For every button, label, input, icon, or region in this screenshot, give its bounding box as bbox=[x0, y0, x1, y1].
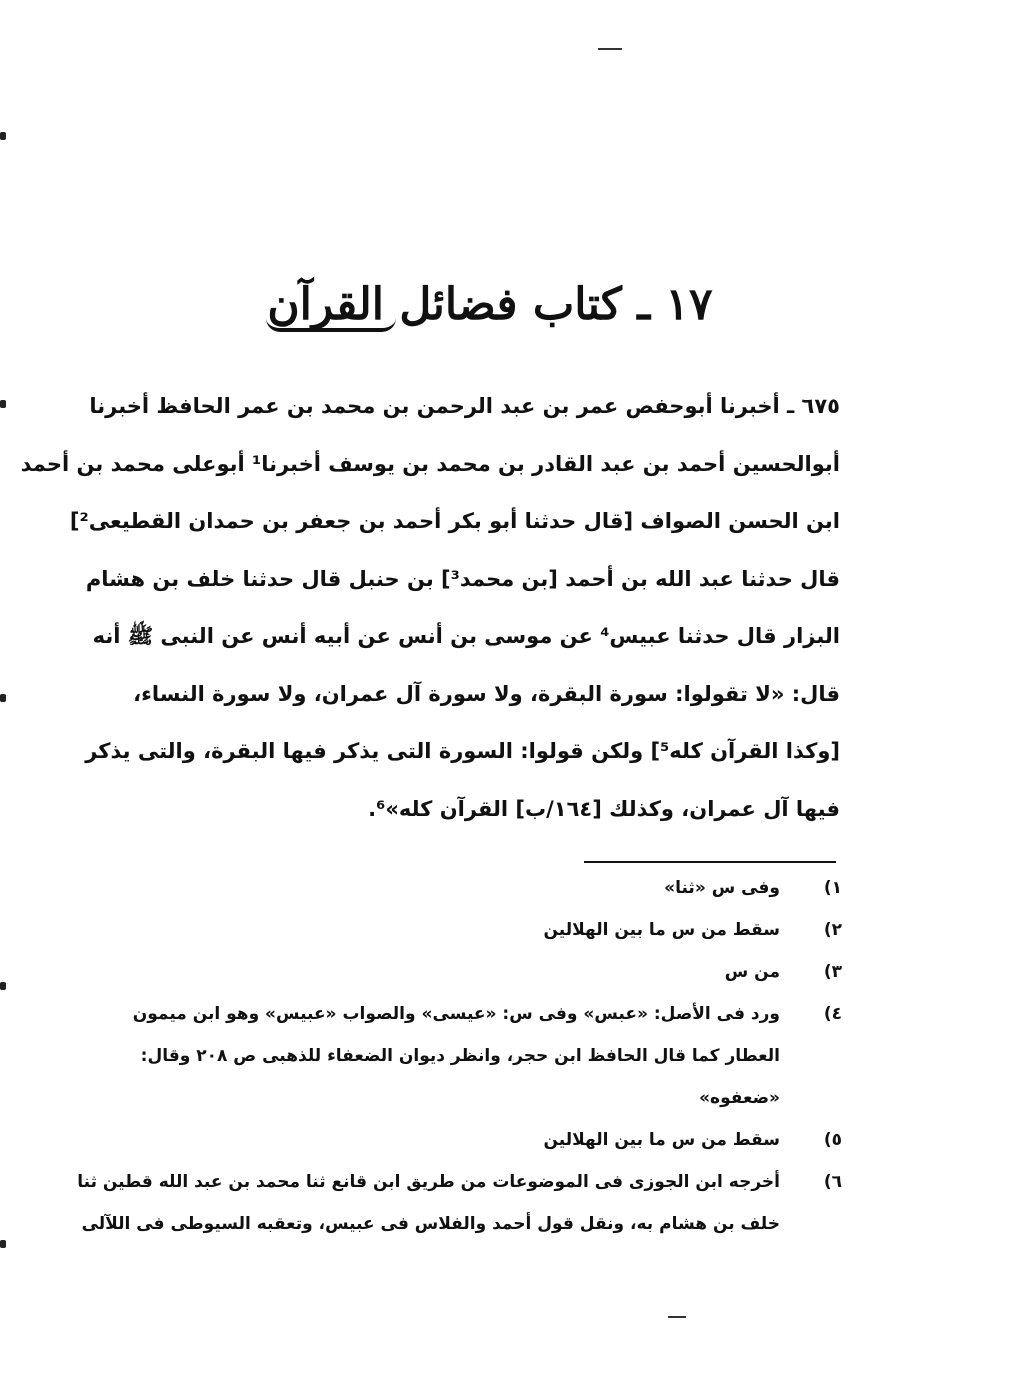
footnote-text: ورد فى الأصل: «عبس» وفى س: «عيسى» والصواب «عبيس» وهو ابن ميمون bbox=[132, 1004, 780, 1024]
text-line: أبوالحسين أحمد بن عبد القادر بن محمد بن يوسف أخبرنا¹ أبوعلى محمد بن أحمد bbox=[20, 451, 840, 476]
edge-speck bbox=[0, 1240, 6, 1248]
footnote-number: ٢) bbox=[823, 920, 842, 940]
edge-speck bbox=[0, 694, 6, 702]
footnote-text: سقط من س ما بين الهلالين bbox=[543, 1130, 780, 1150]
text-line: ابن الحسن الصواف [قال حدثنا أبو بكر أحمد بن جعفر بن حمدان القطيعى²] bbox=[69, 509, 840, 533]
edge-speck bbox=[0, 400, 6, 408]
text-line: قال حدثنا عبد الله بن أحمد [بن محمد³] بن حنبل قال حدثنا خلف بن هشام bbox=[85, 566, 840, 591]
hadith-text bbox=[20, 378, 840, 838]
chapter-title: ١٧ ـ كتاب فضائل القرآن bbox=[267, 279, 713, 330]
text-line: فيها آل عمران، وكذلك [١٦٤/ب] القرآن كله»⁶. bbox=[368, 796, 840, 821]
edge-speck bbox=[0, 132, 6, 140]
footnote bbox=[100, 1120, 842, 1162]
footnote bbox=[100, 868, 842, 910]
footnote-text: العطار كما قال الحافظ ابن حجر، وانظر ديوان الضعفاء للذهبى ص ٢٠٨ وقال: bbox=[140, 1046, 780, 1066]
text-line: ٦٧٥ ـ أخبرنا أبوحفص عمر بن عبد الرحمن بن محمد بن عمر الحافظ أخبرنا bbox=[89, 394, 840, 418]
footnote bbox=[100, 952, 842, 994]
footnote-number: ٦) bbox=[823, 1172, 842, 1192]
footnote bbox=[100, 910, 842, 952]
footnote-separator bbox=[584, 861, 836, 863]
footnote-text: «ضعفوه» bbox=[699, 1088, 780, 1108]
text-line: [وكذا القرآن كله⁵] ولكن قولوا: السورة التى يذكر فيها البقرة، والتى يذكر bbox=[85, 739, 840, 763]
footnote-text: وفى س «ثنا» bbox=[664, 878, 780, 898]
edge-speck bbox=[0, 982, 6, 990]
page-mark-bottom bbox=[668, 1316, 686, 1318]
footnotes bbox=[77, 868, 842, 1246]
footnote-number: ١) bbox=[823, 878, 842, 898]
footnote-number: ٣) bbox=[823, 962, 842, 982]
footnote-text: سقط من س ما بين الهلالين bbox=[543, 920, 780, 940]
footnote-text: من س bbox=[724, 962, 780, 982]
footnote-text: أخرجه ابن الجوزى فى الموضوعات من طريق ابن قانع ثنا محمد بن عبد الله قطين ثنا bbox=[77, 1172, 780, 1192]
footnote bbox=[100, 994, 842, 1120]
footnote-text: خلف بن هشام به، ونقل قول أحمد والفلاس فى عبيس، وتعقبه السيوطى فى اللآلى bbox=[81, 1214, 780, 1234]
page-mark-top bbox=[598, 48, 622, 50]
title-flourish bbox=[266, 318, 396, 332]
footnote-number: ٥) bbox=[823, 1130, 842, 1150]
text-line: البزار قال حدثنا عبيس⁴ عن موسى بن أنس عن أبيه أنس عن النبى ﷺ أنه bbox=[92, 624, 840, 648]
footnote-number: ٤) bbox=[823, 1004, 842, 1024]
text-line: قال: «لا تقولوا: سورة البقرة، ولا سورة آل عمران، ولا سورة النساء، bbox=[133, 681, 840, 706]
footnote bbox=[77, 1162, 842, 1246]
